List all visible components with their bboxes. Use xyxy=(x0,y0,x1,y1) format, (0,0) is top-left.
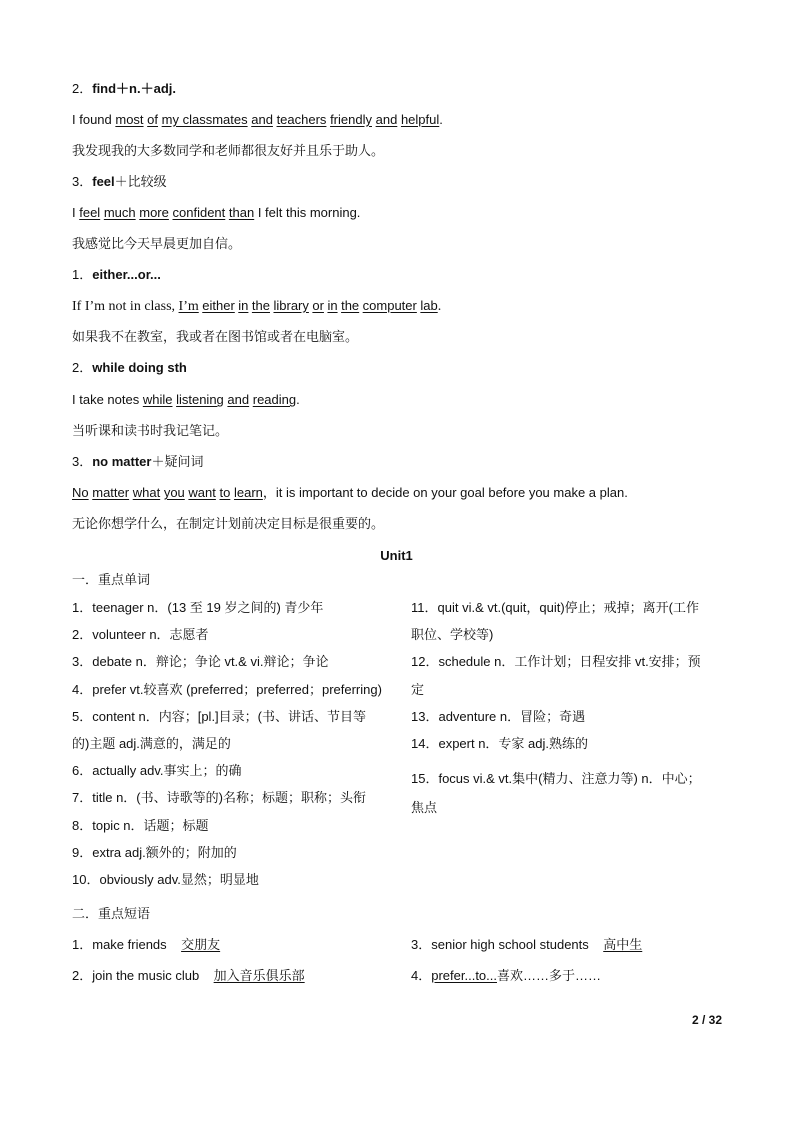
chinese-translation: 我感觉比今天早晨更加自信。 xyxy=(72,236,242,251)
chinese-translation: 我发现我的大多数同学和老师都很友好并且乐于助人。 xyxy=(72,143,385,158)
example-sentence xyxy=(72,484,628,502)
phrase-chinese: 交朋友 xyxy=(181,937,221,952)
sentence-suffix: ，it is important to decide on your goal before you make a plan. xyxy=(262,485,628,500)
vocab-item: 10．obviously adv.显然；明显地 xyxy=(72,872,259,887)
underlined-word: my classmates xyxy=(161,112,248,127)
pattern-head: no matter xyxy=(92,454,152,469)
phrase-item xyxy=(411,936,642,954)
underlined-word: I’m xyxy=(178,299,199,314)
underlined-word: the xyxy=(251,298,270,313)
underlined-word: reading xyxy=(252,392,297,407)
vocab-item: 14．expert n．专家 adj.熟练的 xyxy=(411,736,589,751)
example-sentence: I take notes while listening and reading. xyxy=(72,392,300,407)
item-number: 3． xyxy=(411,937,432,952)
underlined-word: to xyxy=(219,485,231,500)
sentence-prefix: If I’m not in class, xyxy=(72,299,179,314)
vocab-item: 6．actually adv.事实上；的确 xyxy=(72,763,242,778)
underlined-word: learn xyxy=(233,485,263,500)
underlined-word: more xyxy=(139,205,169,220)
pattern-tail: ＋比较级 xyxy=(114,174,167,189)
pattern-tail: ＋疑问词 xyxy=(151,454,204,469)
unit-title: Unit1 xyxy=(380,548,413,563)
section-heading-phrases: 二．重点短语 xyxy=(72,906,151,921)
sentence-prefix: I found xyxy=(72,112,116,127)
phrase-item xyxy=(72,967,305,985)
underlined-word: much xyxy=(103,205,136,220)
phrase-item xyxy=(72,936,220,954)
grammar-heading-feel xyxy=(72,173,167,191)
vocab-item-continued: 焦点 xyxy=(411,800,438,815)
underlined-word: what xyxy=(132,485,161,500)
underlined-word: either xyxy=(202,298,235,313)
underlined-word: of xyxy=(147,112,159,127)
underlined-word: friendly xyxy=(330,112,372,127)
item-number: 2． xyxy=(72,81,93,96)
phrase-item xyxy=(411,967,601,985)
section-heading-vocabulary: 一．重点单词 xyxy=(72,572,151,587)
underlined-word: library xyxy=(273,298,309,313)
item-number: 3． xyxy=(72,174,93,189)
vocab-item: 12．schedule n．工作计划；日程安排 vt.安排；预 xyxy=(411,654,701,669)
underlined-word: or xyxy=(312,298,324,313)
grammar-heading-while xyxy=(72,359,187,377)
vocab-item: 4．prefer vt.较喜欢 (preferred；preferred；preferring) xyxy=(72,682,382,697)
vocab-item: 9．extra adj.额外的；附加的 xyxy=(72,845,237,860)
phrase-chinese: 喜欢……多于…… xyxy=(497,968,602,983)
phrase-english: senior high school students xyxy=(431,937,589,952)
grammar-heading-find xyxy=(72,80,176,98)
chinese-translation: 无论你想学什么，在制定计划前决定目标是很重要的。 xyxy=(72,516,385,531)
vocab-item: 11．quit vi.& vt.(quit，quit)停止；戒掉；离开(工作 xyxy=(411,600,699,615)
vocab-item-continued: 的)主题 adj.满意的，满足的 xyxy=(72,736,231,751)
underlined-word: and xyxy=(375,112,398,127)
sentence-suffix: I felt this morning. xyxy=(254,205,361,220)
sentence-prefix: I take notes xyxy=(72,392,143,407)
vocab-item: 7．title n．(书、诗歌等的)名称；标题；职称；头衔 xyxy=(72,790,366,805)
pattern-head: feel xyxy=(92,174,115,189)
underlined-word: and xyxy=(251,112,273,127)
underlined-word: in xyxy=(327,298,338,313)
underlined-word: in xyxy=(238,298,249,313)
underlined-word: while xyxy=(142,392,173,407)
underlined-word: listening xyxy=(176,392,224,407)
chinese-translation: 当听课和读书时我记笔记。 xyxy=(72,423,229,438)
example-sentence: I found most of my classmates and teachers friendly and helpful. xyxy=(72,112,443,127)
underlined-word: than xyxy=(228,205,255,220)
item-number: 3． xyxy=(72,454,93,469)
item-number: 2． xyxy=(72,968,93,983)
underlined-word: feel xyxy=(79,205,101,220)
example-sentence xyxy=(72,204,360,222)
vocab-item: 1．teenager n．(13 至 19 岁之间的) 青少年 xyxy=(72,600,324,615)
example-sentence: If I’m not in class, I’m either in the library or in the computer lab. xyxy=(72,298,442,314)
vocab-item: 8．topic n．话题；标题 xyxy=(72,818,209,833)
grammar-heading-no-matter xyxy=(72,453,203,471)
underlined-word: want xyxy=(188,485,216,500)
phrase-chinese: 加入音乐俱乐部 xyxy=(213,968,305,983)
vocab-item-continued: 定 xyxy=(411,682,425,697)
vocab-item: 5．content n．内容；[pl.]目录；(书、讲话、节目等 xyxy=(72,709,366,724)
vocab-item-continued: 职位、学校等) xyxy=(411,627,494,642)
underlined-word: and xyxy=(227,392,250,407)
grammar-heading-either-or xyxy=(72,266,161,284)
sentence-prefix: I xyxy=(72,205,80,220)
vocab-item: 13．adventure n．冒险；奇遇 xyxy=(411,709,586,724)
item-number: 4． xyxy=(411,968,432,983)
underlined-word: lab xyxy=(420,298,438,313)
pattern-head: either...or... xyxy=(92,267,161,282)
underlined-word: No xyxy=(72,485,89,500)
item-number: 2． xyxy=(72,360,93,375)
vocab-item: 3．debate n．辩论；争论 vt.& vi.辩论；争论 xyxy=(72,654,329,669)
vocab-item: 15．focus vi.& vt.集中(精力、注意力等) n．中心； xyxy=(411,771,701,786)
underlined-word: the xyxy=(341,298,360,313)
underlined-word: computer xyxy=(362,298,417,313)
vocab-item: 2．volunteer n．志愿者 xyxy=(72,627,209,642)
underlined-word: you xyxy=(163,485,185,500)
item-number: 1． xyxy=(72,267,93,282)
pattern-head: find＋n.＋adj. xyxy=(92,81,177,96)
pattern-head: while doing sth xyxy=(92,360,187,375)
underlined-word: confident xyxy=(172,205,226,220)
underlined-word: teachers xyxy=(276,112,327,127)
phrase-english: join the music club xyxy=(92,968,200,983)
page-number: 2 / 32 xyxy=(691,1013,722,1027)
item-number: 1． xyxy=(72,937,93,952)
phrase-english: prefer...to... xyxy=(431,968,497,983)
phrase-english: make friends xyxy=(92,937,167,952)
chinese-translation: 如果我不在教室，我或者在图书馆或者在电脑室。 xyxy=(72,329,359,344)
underlined-word: matter xyxy=(92,485,130,500)
phrase-chinese: 高中生 xyxy=(603,937,643,952)
underlined-word: most xyxy=(115,112,144,127)
underlined-word: helpful xyxy=(400,112,440,127)
